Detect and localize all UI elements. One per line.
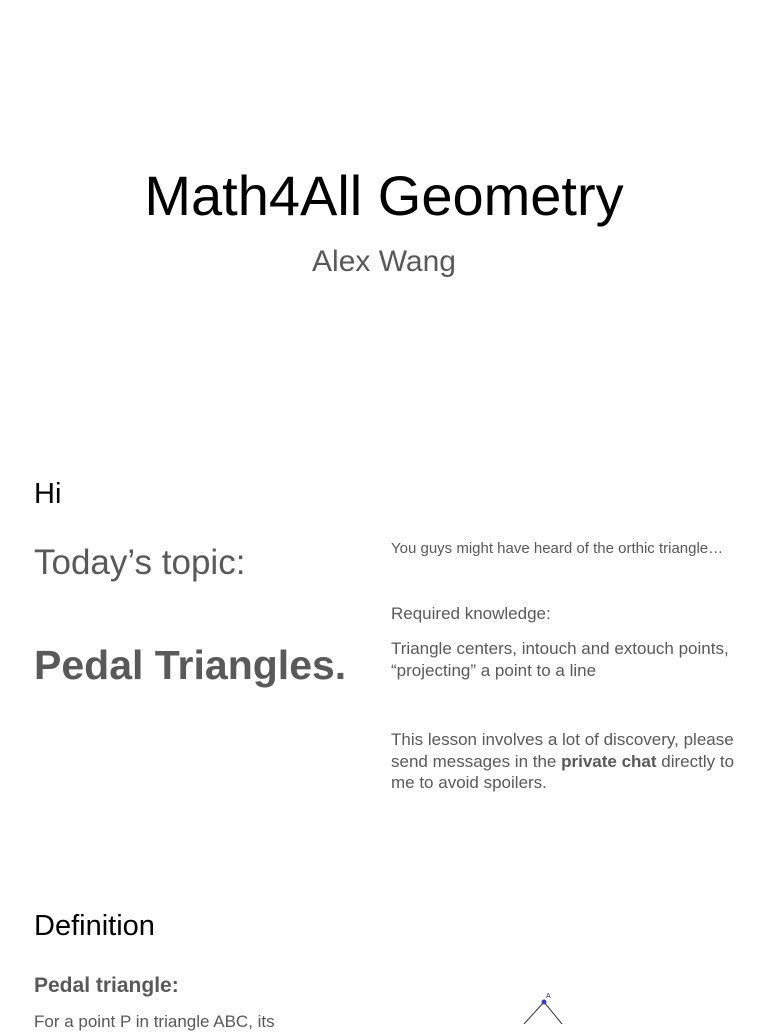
definition-heading: Definition: [34, 910, 155, 942]
pedal-triangle-diagram: [500, 985, 610, 1024]
private-chat-emphasis: private chat: [561, 751, 657, 771]
slide-heading-greeting: Hi: [34, 478, 62, 510]
required-knowledge-items: Triangle centers, intouch and extouch points, “projecting” a point to a line: [391, 639, 729, 680]
topic-name: Pedal Triangles.: [34, 642, 347, 688]
triangle-side-ab: [524, 1002, 544, 1024]
pedal-triangle-term: Pedal triangle:: [34, 974, 179, 997]
discovery-note: [391, 729, 741, 794]
topic-label: Today’s topic:: [34, 543, 246, 582]
orthic-triangle-note: You guys might have heard of the orthic triangle…: [391, 540, 724, 557]
presentation-author: Alex Wang: [312, 245, 456, 278]
vertex-a-label: A: [546, 993, 551, 1000]
presentation-title: Math4All Geometry: [144, 164, 624, 227]
triangle-side-ac: [544, 1002, 562, 1024]
vertex-a-point: [542, 1000, 547, 1005]
required-knowledge-label: Required knowledge:: [391, 604, 551, 623]
pedal-triangle-definition: For a point P in triangle ABC, its: [34, 1012, 275, 1031]
discovery-text-after: directly to me to avoid spoilers.: [391, 751, 735, 792]
discovery-text-before: This lesson involves a lot of discovery, please send messages in the: [391, 730, 734, 771]
